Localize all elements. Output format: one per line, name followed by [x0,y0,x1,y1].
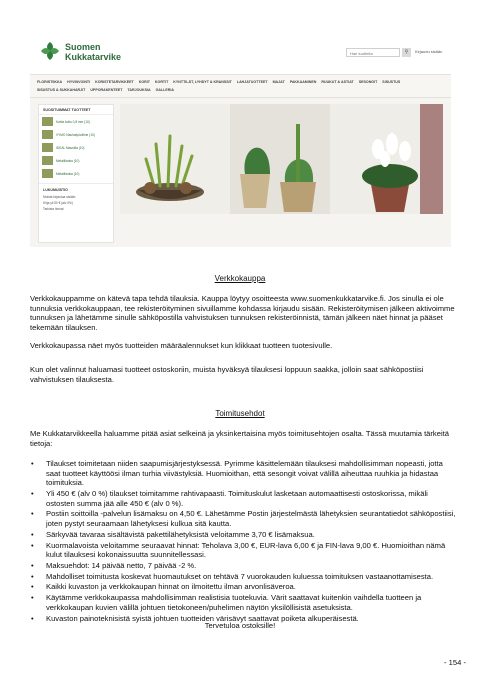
sidebar-product-item[interactable] [39,141,113,154]
sidebar-product-list [39,115,113,180]
nav-row-2 [37,88,174,92]
logo-line2: Kukkatarvike [65,52,122,62]
terms-list-item: • Tilaukset toimitetaan niiden saapumisjärjestyksessä. Pyrimme käsittelemään tilauksesi mahdollisimman nopeasti, jotta saat tuotteet käyttöösi ilman turhia viivästyksiä. Huomioithan, että sesongit voivat välillä aiheuttaa ruuhkia ja hidastaa toimituksia. [30,459,456,488]
site-logo-text[interactable] [65,42,121,62]
paragraph-order-confirmation: Kun olet valinnut haluamasi tuotteet ostoskoriin, muista hyväksyä tilauksesi loppuun saakka, jolloin saat sähköpostiisi vahvistuksen tilauksesta. [30,365,424,384]
product-label: Metallilanka (10) [56,171,80,176]
nav-item[interactable]: KORIT [138,80,150,84]
nav-item[interactable]: MAJAT [272,80,285,84]
terms-list-item: • Särkyvää tavaraa sisältävistä pakettilähetyksistä veloitamme 3,70 € lisämaksua. [30,530,456,540]
search-icon[interactable]: ⚲ [402,48,411,57]
terms-list-item: • Käytämme verkkokaupassa mahdollisimman realistisia tuotekuvia. Värit saattavat kuitenkin vaihdella tuotteen ja verkkokaupan kuvien välillä johtuen tietokoneen/puhelimen näytön yksilöllisistä asetuksista. [30,593,456,612]
nav-item[interactable]: SISUSTUS [382,80,401,84]
nav-item[interactable]: HYVINVOINTI [67,80,91,84]
sidebar-product-item[interactable] [39,128,113,141]
webshop-screenshot [30,30,451,247]
search-input[interactable]: Hae tuotteita [346,48,400,57]
paragraph-quantity-discounts: Verkkokaupassa näet myös tuotteiden määräalennukset kun klikkaat tuotteen tuotesivulle. [30,341,333,350]
product-label: IDEAL Maustila (10) [56,145,85,150]
nav-item[interactable]: KORISTETARVIKKEET [95,80,134,84]
nav-item[interactable]: UPPORAKENTEET [90,88,123,92]
terms-list-item: • Kaikki kuvaston ja verkkokaupan hinnat on ilmoitettu ilman arvonlisäveroa. [30,582,456,592]
paragraph-webshop-intro: Verkkokauppamme on kätevä tapa tehdä tilauksia. Kauppa löytyy osoitteesta www.suomenkukkatarvike.fi. Jos sinulla ei ole tunnuksia verkkokauppaan, tee rekisteröityminen sivuillamme kohdassa kirjaudu sisään. Rekisteröitymisen jälkeen aktivoimme tunnuksen ja lähetämme sinulle sähköpostilla vahvistuksen tunnuksen rekisteröinnistä, tämän jälkeen näet hinnat ja pääset tekemään tilauksen. [30,294,455,332]
terms-list [30,459,456,624]
sidebar-note: Tarkista hinnat [43,207,64,211]
nav-item[interactable]: KYNTTILÄT, LYHDYT & KRANSSIT [173,80,232,84]
nav-item[interactable]: SISUSTUS & SUKKAHARJIT [37,88,86,92]
sidebar-note: Kirja yli 50 € (alv 0%) [43,201,73,205]
terms-list-item: • Postiin soittoilla -palvelun lisämaksu on 4,50 €. Lähetämme Postin järjestelmästä lähetyksien seurantatiedot sähköpostiisi, joten pystyt seuraamaan lähetyksesi kulkua sitä kautta. [30,509,456,528]
nav-item[interactable]: TARJOUKSIA [127,88,151,92]
product-thumbnail [42,117,53,126]
sidebar-heading: SUOSITUIMMAT TUOTTEET [39,105,113,115]
product-thumbnail [42,156,53,165]
nav-item[interactable]: FLORISTIIKKA [37,80,63,84]
main-navigation [30,74,451,98]
logo-line1: Suomen [65,42,101,52]
sidebar-product-item[interactable] [39,115,113,128]
nav-item[interactable]: GALLERIA [155,88,174,92]
nav-item[interactable]: LAHJATUOTTEET [236,80,268,84]
sidebar-note: Muista kirjautua sisään [43,195,76,199]
product-thumbnail [42,169,53,178]
terms-list-item: • Maksuehdot: 14 päivää netto, 7 päivää -2 %. [30,561,456,571]
product-thumbnail [42,130,53,139]
site-header [30,30,451,74]
nav-row-1 [37,80,400,84]
logo-leaf-icon [39,40,61,62]
terms-list-item: • Yli 450 € (alv 0 %) tilaukset toimitamme rahtivapaasti. Toimituskulut lasketaan automaattisesti ostoskorissa, mikäli ostosten summa jää alle 450 € (alv 0 %). [30,489,456,508]
terms-list-item: • Mahdolliset toimitusta koskevat huomautukset on tehtävä 7 vuorokauden kuluessa toimituksen vastaanottamisesta. [30,572,456,582]
sidebar-product-item[interactable] [39,154,113,167]
nav-item[interactable]: PAKKAAMINEN [289,80,317,84]
sidebar-heading-2: LUKUMUISTIO [39,183,113,194]
sidebar-popular-products [38,104,114,243]
page-number: - 154 - [444,658,466,667]
terms-list-item: • Kuormalavoista veloitamme seuraavat hinnat: Teholava 3,00 €, EUR-lava 6,00 € ja FIN-lava 9,00 €. Huomioithan nämä kulut tilauksesi kokonaissuutta suunnitellessasi. [30,541,456,560]
product-label: Kahla kuitu 0,8 mm (10) [56,119,90,124]
terms-list-item: • Kuvaston painoteknisistä syistä johtuen tuotteiden värisävyt saattavat poiketa alkuperäisestä. [30,614,456,624]
nav-item[interactable]: KORTIT [154,80,169,84]
product-thumbnail [42,143,53,152]
product-label: VYMO Nauhatyöväline (10) [56,132,95,137]
login-link[interactable]: Kirjaudu sisään [415,49,443,54]
hero-plant-image [120,104,443,214]
nav-item[interactable]: RUUKUT & ASTIAT [321,80,354,84]
paragraph-terms-intro: Me Kukkatarvikkeella haluamme pitää asiat selkeinä ja yksinkertaisina myös toimitusehtojen osalta. Tässä muutamia tärkeitä tietoja: [30,429,449,448]
nav-item[interactable]: SESONGIT [358,80,378,84]
sidebar-product-item[interactable] [39,167,113,180]
closing-greeting: Tervetuloa ostoksille! [204,621,276,630]
product-label: Metallilanka (10) [56,158,80,163]
section-title-toimitusehdot: Toimitusehdot [215,409,265,418]
section-title-verkkokauppa: Verkkokauppa [214,274,266,283]
sidebar-notes [39,194,113,212]
